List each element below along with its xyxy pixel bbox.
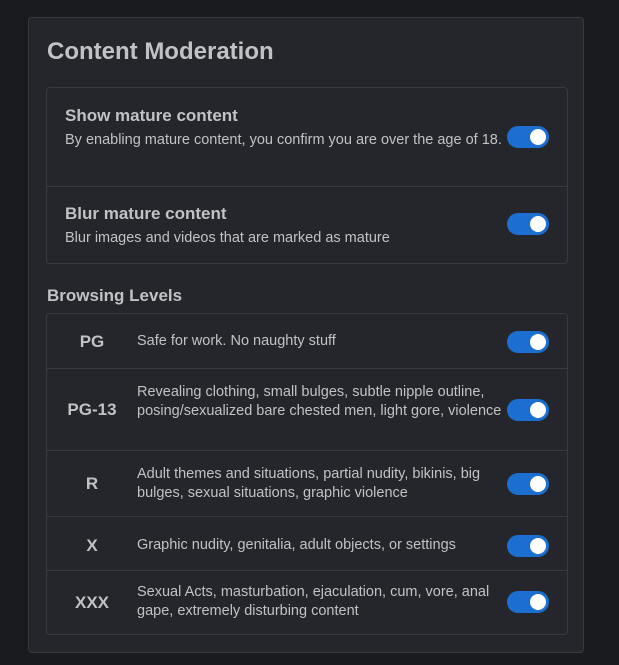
mature-content-settings xyxy=(46,87,568,264)
browsing-level-description: Revealing clothing, small bulges, subtle nipple outline, posing/sexualized bare chested men, light gore, violence xyxy=(137,384,502,419)
browsing-level-toggle-pg[interactable] xyxy=(507,331,549,353)
browsing-level-row-pg13 xyxy=(47,369,567,451)
browsing-level-toggle-xxx[interactable] xyxy=(507,591,549,613)
toggle-knob xyxy=(530,594,546,610)
browsing-level-toggle-x[interactable] xyxy=(507,535,549,557)
blur-mature-content-title: Blur mature content xyxy=(65,204,227,223)
browsing-level-toggle-pg13[interactable] xyxy=(507,399,549,421)
browsing-level-name: XXX xyxy=(74,593,110,612)
blur-mature-content-row xyxy=(47,187,567,263)
content-moderation-card xyxy=(28,17,584,653)
toggle-knob xyxy=(530,129,546,145)
toggle-knob xyxy=(530,334,546,350)
page-title: Content Moderation xyxy=(47,38,274,65)
show-mature-content-row xyxy=(47,88,567,187)
blur-mature-content-description: Blur images and videos that are marked as mature xyxy=(65,230,390,246)
browsing-level-row-x xyxy=(47,517,567,571)
toggle-knob xyxy=(530,216,546,232)
toggle-knob xyxy=(530,476,546,492)
toggle-knob xyxy=(530,538,546,554)
browsing-level-description: Safe for work. No naughty stuff xyxy=(137,333,336,349)
blur-mature-content-toggle[interactable] xyxy=(507,213,549,235)
browsing-level-name: R xyxy=(85,474,99,493)
show-mature-content-description: By enabling mature content, you confirm you are over the age of 18. xyxy=(65,132,502,148)
toggle-knob xyxy=(530,402,546,418)
browsing-level-row-r xyxy=(47,451,567,517)
browsing-level-name: PG-13 xyxy=(67,400,117,419)
browsing-level-description: Sexual Acts, masturbation, ejaculation, cum, vore, anal gape, extremely disturbing content xyxy=(137,584,490,619)
browsing-level-description: Adult themes and situations, partial nudity, bikinis, big bulges, sexual situations, graphic violence xyxy=(137,466,481,501)
browsing-levels-list xyxy=(46,313,568,635)
browsing-level-name: X xyxy=(86,536,98,555)
browsing-level-name: PG xyxy=(79,332,105,351)
browsing-level-row-xxx xyxy=(47,571,567,634)
browsing-level-row-pg xyxy=(47,314,567,369)
show-mature-content-toggle[interactable] xyxy=(507,126,549,148)
browsing-level-toggle-r[interactable] xyxy=(507,473,549,495)
browsing-levels-label: Browsing Levels xyxy=(47,286,183,305)
browsing-level-description: Graphic nudity, genitalia, adult objects, or settings xyxy=(137,537,456,553)
show-mature-content-title: Show mature content xyxy=(65,106,238,125)
